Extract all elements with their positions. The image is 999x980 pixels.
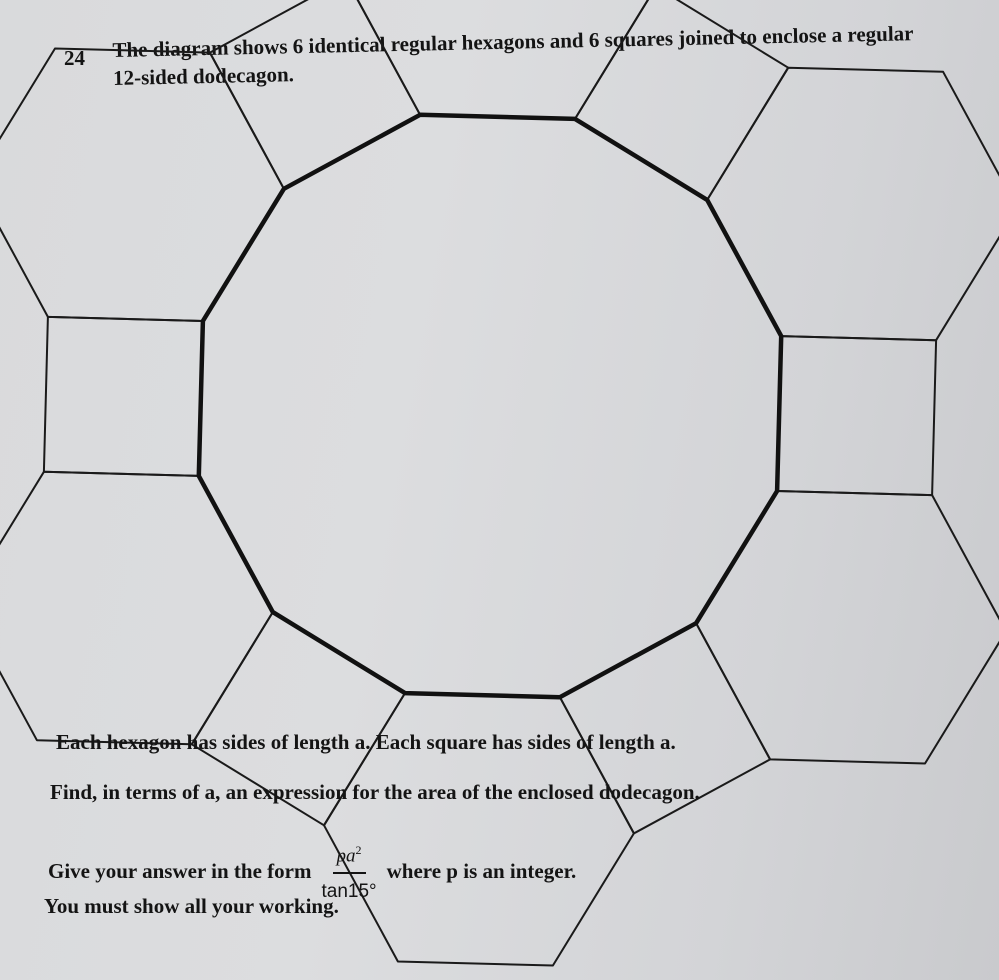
hexagon-tile <box>346 0 656 119</box>
fraction-denominator: tan15° <box>321 881 377 903</box>
hexagon-tile <box>707 68 999 341</box>
hexagon-tile <box>0 49 284 322</box>
form-suffix: where p is an integer. <box>386 859 577 884</box>
fraction-numerator <box>333 836 366 874</box>
square-tile <box>777 336 936 495</box>
form-prefix: Give your answer in the form <box>48 859 312 884</box>
hexagon-tile <box>0 472 273 745</box>
find-statement: Find, in terms of a, an expression for the area of the enclosed dodecagon. <box>50 780 700 804</box>
numerator-text: pa <box>336 845 356 867</box>
question-intro-line-2: 12-sided dodecagon. <box>112 62 295 90</box>
enclosed-dodecagon <box>199 115 781 697</box>
square-tile <box>575 0 788 200</box>
question-intro-line-1: The diagram shows 6 identical regular hexagons and 6 squares joined to enclose a regular <box>112 21 914 62</box>
numerator-exponent: 2 <box>355 843 362 857</box>
square-tile <box>44 317 203 476</box>
question-number: 24 <box>64 46 85 70</box>
hexagon-tile <box>696 491 999 764</box>
square-tile <box>210 0 420 189</box>
instruction: You must show all your working. <box>44 894 339 918</box>
sides-statement: Each hexagon has sides of length a. Each square has sides of length a. <box>56 730 676 754</box>
